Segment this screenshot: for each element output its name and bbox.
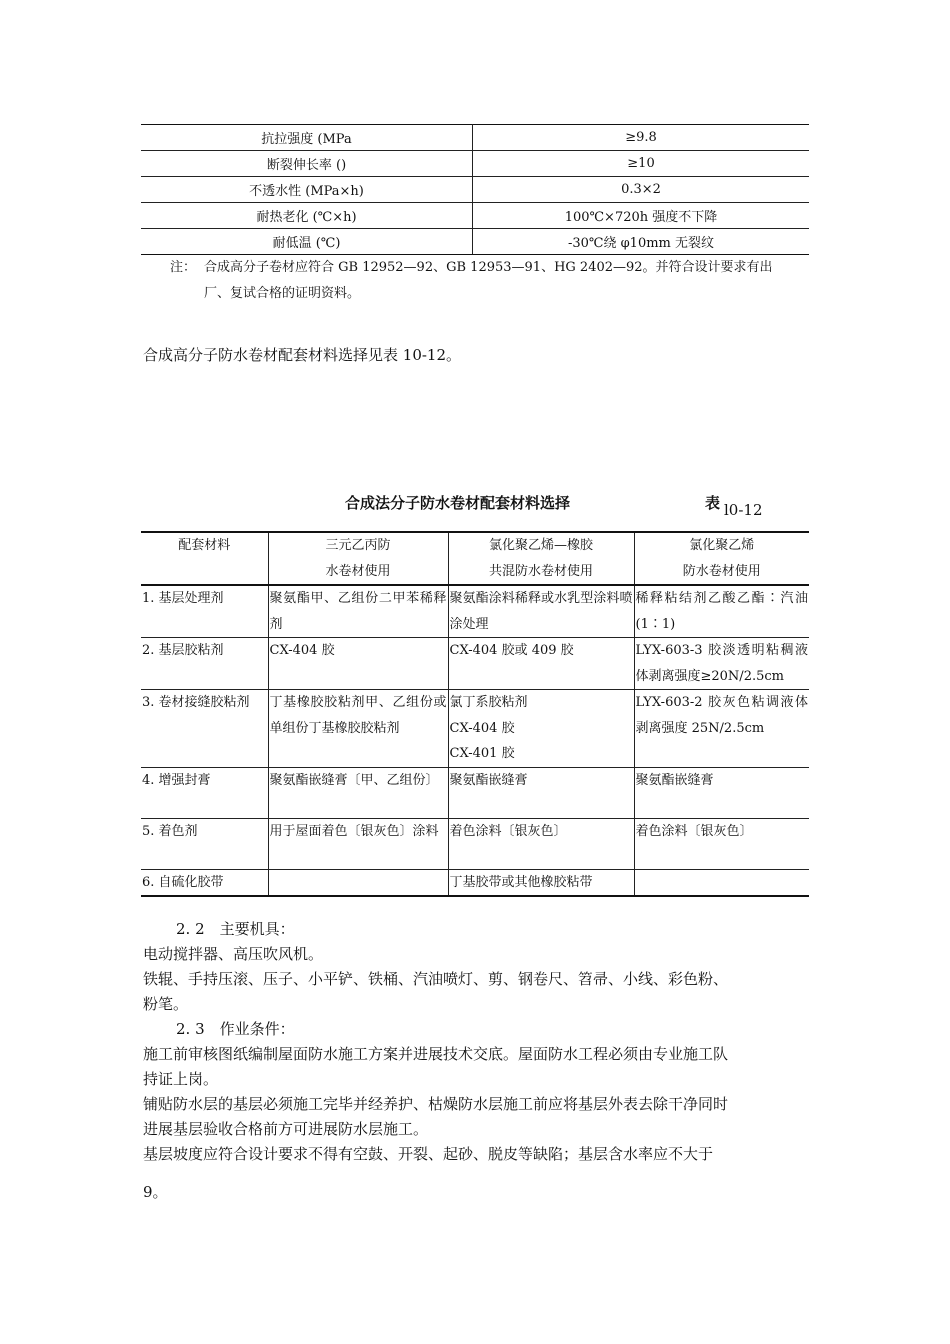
table-row [141,125,809,151]
epdm-cell: 聚氨酯嵌缝膏〔甲、乙组份〕 [268,767,448,818]
conditions-p3a: 基层坡度应符合设计要求不得有空鼓、开裂、起砂、脱皮等缺陷；基层含水率应不大于 [143,1145,714,1163]
table-row [141,818,809,869]
conditions-p1b: 持证上岗。 [143,1070,219,1088]
table-row [141,638,809,690]
header-materials: 配套材料 [141,532,268,585]
epdm-cell [268,869,448,896]
tools-line1: 电动搅拌器、高压吹风机。 [143,945,324,963]
property-table [141,124,809,255]
value-cell: ≥10 [473,151,810,177]
table-row [141,151,809,177]
material-cell: 2. 基层胶粘剂 [141,638,268,690]
property-cell: 抗拉强度 (MPa [141,125,473,151]
table-row [141,585,809,638]
material-cell: 3. 卷材接缝胶粘剂 [141,690,268,768]
property-cell: 不透水性 (MPa×h) [141,177,473,203]
conditions-p2b: 进展基层验收合格前方可进展防水层施工。 [143,1120,429,1138]
cpe-cell: LYX-603-3 胶淡透明粘稠液体剥离强度≥20N/2.5cm [634,638,809,690]
header-epdm: 三元乙丙防 水卷材使用 [268,532,448,585]
conditions-p1a: 施工前审核图纸编制屋面防水施工方案并进展技术交底。屋面防水工程必须由专业施工队 [143,1045,729,1063]
epdm-cell: CX-404 胶 [268,638,448,690]
cpe-rubber-cell: 聚氨酯嵌缝膏 [448,767,634,818]
table-header-row [141,532,809,585]
cpe-cell: 稀释粘结剂乙酸乙酯∶汽油(1∶1) [634,585,809,638]
table-row [141,690,809,768]
material-cell: 5. 着色剂 [141,818,268,869]
table-label: 表 [705,494,721,512]
value-cell: 0.3×2 [473,177,810,203]
property-cell: 耐热老化 (℃×h) [141,203,473,229]
cpe-cell: 着色涂料〔银灰色〕 [634,818,809,869]
table-title: 合成法分子防水卷材配套材料选择 [345,494,571,512]
table-row [141,767,809,818]
tools-line2a: 铁辊、手持压滚、压子、小平铲、铁桶、汽油喷灯、剪、钢卷尺、笤帚、小线、彩色粉、 [143,970,729,988]
cpe-rubber-cell: 氯丁系胶粘剂 CX-404 胶 CX-401 胶 [448,690,634,768]
materials-table [141,531,809,897]
table-number: l0-12 [724,501,763,519]
cpe-rubber-cell: 聚氨酯涂料稀释或水乳型涂料喷涂处理 [448,585,634,638]
value-cell: -30℃绕 φ10mm 无裂纹 [473,229,810,255]
value-cell: 100℃×720h 强度不下降 [473,203,810,229]
cpe-cell: LYX-603-2 胶灰色粘调液体剥离强度 25N/2.5cm [634,690,809,768]
table-note-line2: 厂、复试合格的证明资料。 [204,286,361,301]
cpe-cell [634,869,809,896]
material-cell: 1. 基层处理剂 [141,585,268,638]
property-cell: 耐低温 (℃) [141,229,473,255]
epdm-cell: 聚氨酯甲、乙组份二甲苯稀释剂 [268,585,448,638]
cpe-rubber-cell: CX-404 胶或 409 胶 [448,638,634,690]
material-cell: 6. 自硫化胶带 [141,869,268,896]
intro-paragraph: 合成高分子防水卷材配套材料选择见表 10-12。 [143,346,462,364]
epdm-cell: 用于屋面着色〔银灰色〕涂料 [268,818,448,869]
conditions-p2a: 铺贴防水层的基层必须施工完毕并经养护、枯燥防水层施工前应将基层外表去除干净同时 [143,1095,729,1113]
section-heading-2-3: 2. 3 作业条件： [176,1020,295,1038]
property-cell: 断裂伸长率 () [141,151,473,177]
tools-line2b: 粉笔。 [143,995,189,1013]
table-row [141,869,809,896]
cpe-cell: 聚氨酯嵌缝膏 [634,767,809,818]
conditions-p3b: 9。 [143,1183,168,1201]
value-cell: ≥9.8 [473,125,810,151]
material-cell: 4. 增强封膏 [141,767,268,818]
cpe-rubber-cell: 丁基胶带或其他橡胶粘带 [448,869,634,896]
section-heading-2-2: 2. 2 主要机具： [176,920,295,938]
table-row [141,177,809,203]
table-row [141,203,809,229]
epdm-cell: 丁基橡胶胶粘剂甲、乙组份或单组份丁基橡胶胶粘剂 [268,690,448,768]
cpe-rubber-cell: 着色涂料〔银灰色〕 [448,818,634,869]
header-cpe: 氯化聚乙烯 防水卷材使用 [634,532,809,585]
header-cpe-rubber: 氯化聚乙烯—橡胶 共混防水卷材使用 [448,532,634,585]
table-note-label: 注： [170,260,197,275]
table-note-line1: 合成高分子卷材应符合 GB 12952—92、GB 12953—91、HG 2402—92。并符合设计要求有出 [204,260,773,275]
table-row [141,229,809,255]
